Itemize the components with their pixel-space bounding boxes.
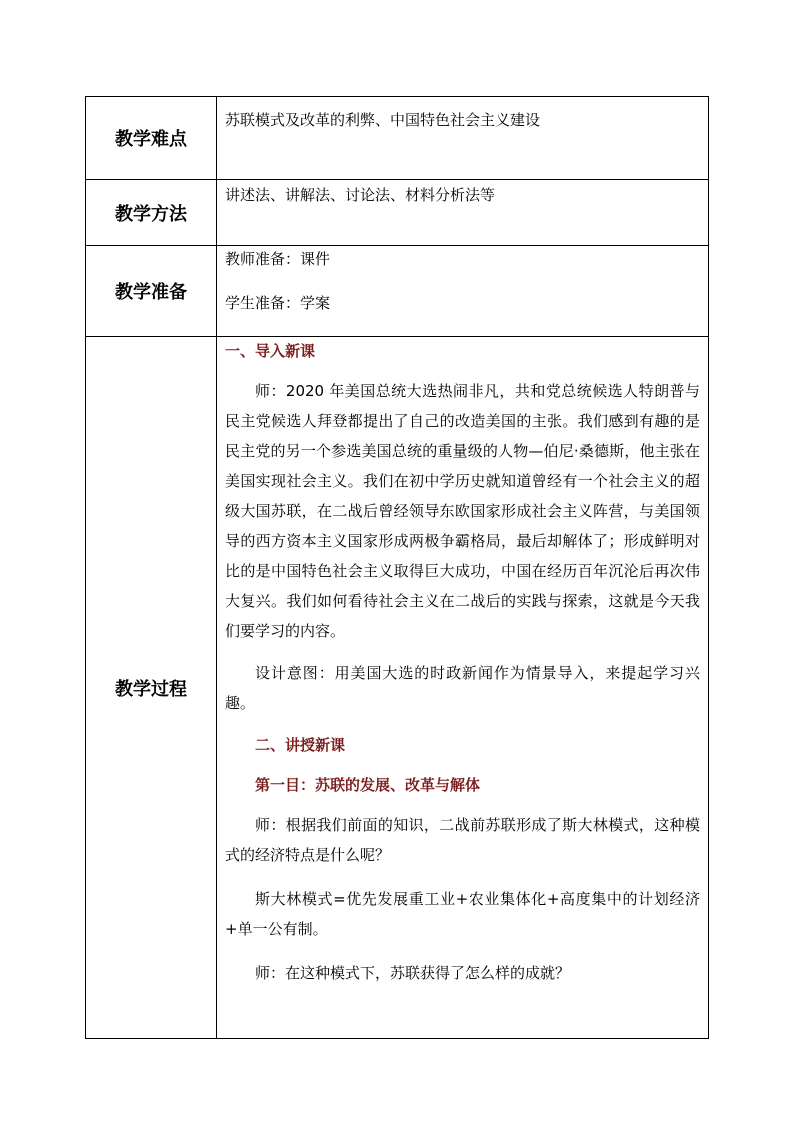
question-paragraph: 师：根据我们前面的知识，二战前苏联形成了斯大林模式，这种模式的经济特点是什么呢？	[225, 816, 700, 864]
design-intent-paragraph: 设计意图：用美国大选的时政新闻作为情景导入，来提起学习兴趣。	[225, 664, 700, 712]
subsection-heading-soviet: 第一目：苏联的发展、改革与解体	[255, 776, 481, 794]
content-teaching-method: 讲述法、讲解法、讨论法、材料分析法等	[217, 180, 709, 246]
teacher-preparation: 教师准备：课件	[225, 250, 331, 268]
row-teaching-difficulty	[86, 97, 709, 180]
content-teaching-preparation	[217, 246, 709, 337]
row-teaching-preparation	[86, 246, 709, 337]
label-teaching-method: 教学方法	[86, 180, 217, 246]
question2-paragraph: 师：在这种模式下，苏联获得了怎么样的成就？	[255, 964, 571, 982]
student-preparation: 学生准备：学案	[225, 294, 331, 312]
intro-paragraph: 师：2020 年美国总统大选热闹非凡，共和党总统候选人特朗普与民主党候选人拜登都提出了自己的改造美国的主张。我们感到有趣的是民主党的另一个参选美国总统的重量级的人物—伯尼·桑德斯，他主张在美国实现社会主义。我们在初中学历史就知道曾经有一个社会主义的超级大国苏联，在二战后曾经领导东欧国家形成社会主义阵营，与美国领导的西方资本主义国家形成两极争霸格局，最后却解体了；形成鲜明对比的是中国特色社会主义取得巨大成功，中国在经历百年沉沦后再次伟大复兴。我们如何看待社会主义在二战后的实践与探索，这就是今天我们要学习的内容。	[225, 382, 700, 640]
content-teaching-difficulty: 苏联模式及改革的利弊、中国特色社会主义建设	[217, 97, 709, 180]
row-teaching-process	[86, 337, 709, 1039]
lesson-plan-table	[85, 96, 709, 1039]
label-teaching-preparation: 教学准备	[86, 246, 217, 337]
answer-paragraph: 斯大林模式=优先发展重工业+农业集体化+高度集中的计划经济+单一公有制。	[225, 890, 700, 938]
section-heading-new-lesson: 二、讲授新课	[255, 736, 346, 754]
row-teaching-method	[86, 180, 709, 246]
content-teaching-process	[217, 337, 709, 1039]
label-teaching-difficulty: 教学难点	[86, 97, 217, 180]
label-teaching-process: 教学过程	[86, 337, 217, 1039]
section-heading-intro: 一、导入新课	[225, 342, 316, 360]
